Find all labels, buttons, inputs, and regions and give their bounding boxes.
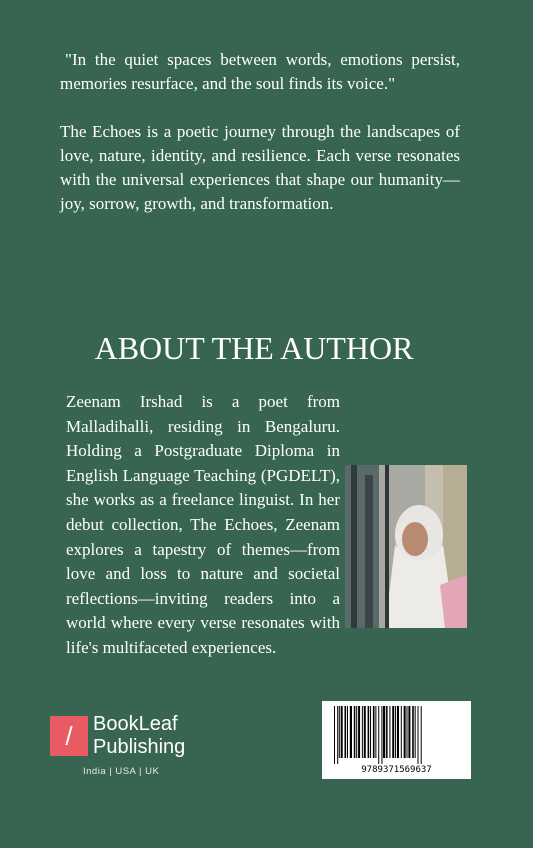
about-author-heading: ABOUT THE AUTHOR xyxy=(94,330,414,366)
barcode-bars xyxy=(332,706,461,764)
author-photo xyxy=(345,465,467,628)
book-description: The Echoes is a poetic journey through the landscapes of love, nature, identity, and resilience. Each verse resonates with the universal experiences that shape our humanity—joy, sorrow, growth, and transformation. xyxy=(60,122,460,213)
author-photo-image xyxy=(345,465,467,628)
isbn-barcode xyxy=(322,701,471,779)
epigraph-quote: "In the quiet spaces between words, emotions persist, memories resurface, and the soul finds its voice." xyxy=(60,50,460,93)
publisher-name xyxy=(93,713,185,759)
author-bio: Zeenam Irshad is a poet from Malladihalli, residing in Bengaluru. Holding a Postgraduate Diploma in English Language Teaching (PGDELT), she works as a freelance linguist. In her debut collection, The Echoes, Zeenam explores a tapestry of themes—from love and loss to nature and societal reflections—inviting readers into a world where every verse resonates with life's multifaceted experiences. xyxy=(66,392,340,657)
publisher-logo: / xyxy=(50,716,88,756)
isbn-number: 9789371569637 xyxy=(361,765,432,775)
publisher-regions: India | USA | UK xyxy=(83,766,160,777)
publisher-block xyxy=(50,713,250,786)
back-cover-blurb xyxy=(60,48,460,240)
publisher-name-line1: BookLeaf xyxy=(93,713,178,735)
publisher-name-line2: Publishing xyxy=(93,736,186,758)
